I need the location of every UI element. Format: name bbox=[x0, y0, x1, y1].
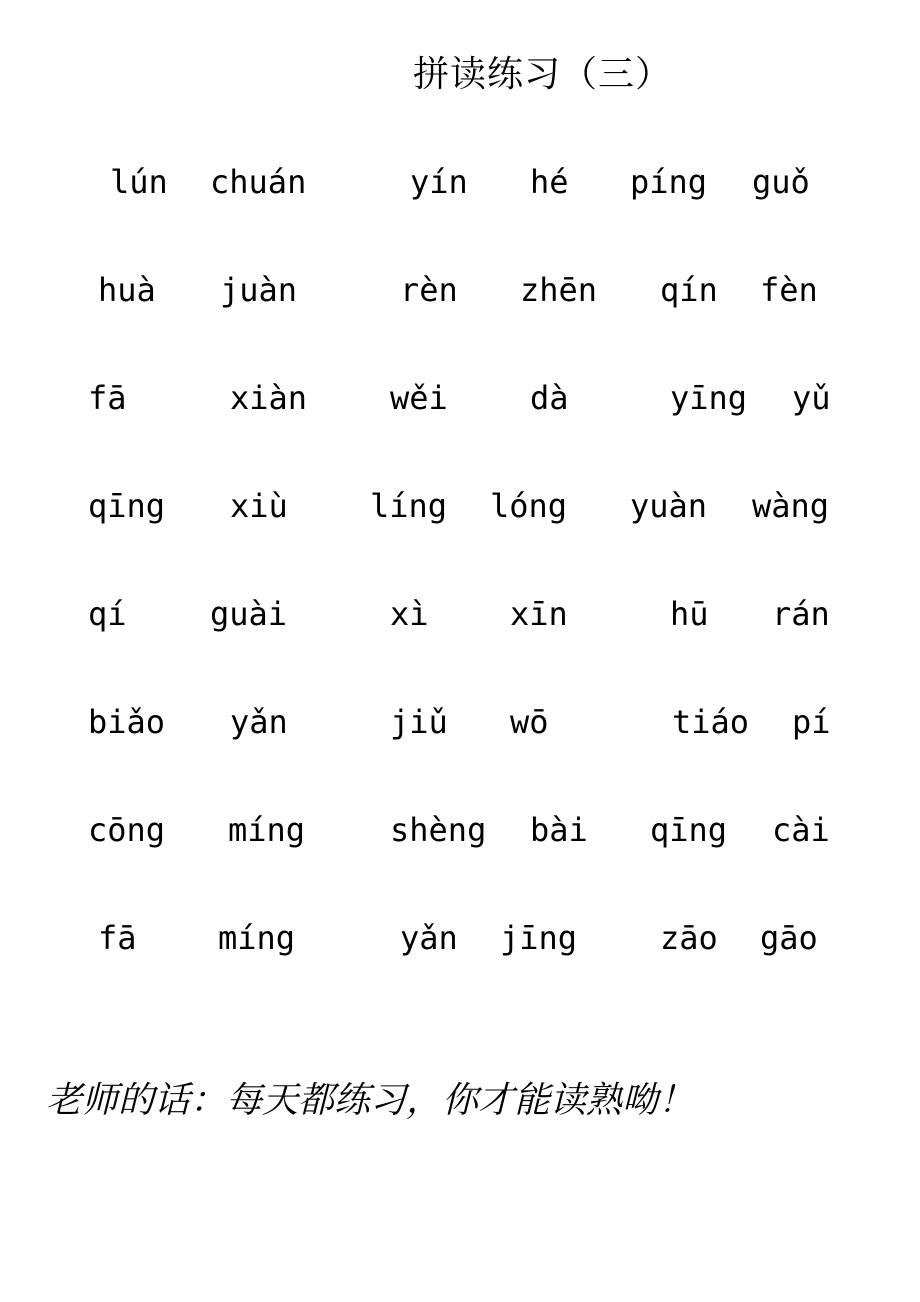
pinyin-syllable: wō bbox=[510, 703, 549, 741]
pinyin-syllable: chuán bbox=[210, 163, 307, 201]
pinyin-syllable: xiàn bbox=[230, 379, 308, 417]
pinyin-syllable: qīng bbox=[88, 487, 166, 525]
pinyin-row bbox=[0, 152, 920, 212]
pinyin-syllable: wěi bbox=[390, 379, 448, 417]
pinyin-syllable: píng bbox=[630, 163, 708, 201]
pinyin-syllable: zāo bbox=[660, 919, 718, 957]
pinyin-syllable: shèng bbox=[390, 811, 487, 849]
pinyin-syllable: qīng bbox=[650, 811, 728, 849]
pinyin-row bbox=[0, 584, 920, 644]
pinyin-syllable: lóng bbox=[490, 487, 568, 525]
pinyin-syllable: yǎn bbox=[400, 919, 458, 957]
pinyin-row bbox=[0, 692, 920, 752]
pinyin-syllable: hé bbox=[530, 163, 569, 201]
pinyin-syllable: fā bbox=[98, 919, 137, 957]
pinyin-syllable: hū bbox=[670, 595, 709, 633]
page-title: 拼读练习（三） bbox=[412, 54, 672, 95]
pinyin-syllable: guài bbox=[210, 595, 288, 633]
pinyin-syllable: líng bbox=[370, 487, 448, 525]
pinyin-row bbox=[0, 908, 920, 968]
pinyin-row bbox=[0, 260, 920, 320]
pinyin-syllable: yǔ bbox=[792, 379, 831, 417]
pinyin-syllable: biǎo bbox=[88, 703, 166, 741]
pinyin-syllable: jīng bbox=[500, 919, 578, 957]
pinyin-syllable: zhēn bbox=[520, 271, 598, 309]
pinyin-row bbox=[0, 368, 920, 428]
pinyin-syllable: míng bbox=[228, 811, 306, 849]
pinyin-syllable: yīng bbox=[670, 379, 748, 417]
pinyin-syllable: fèn bbox=[760, 271, 818, 309]
pinyin-syllable: yǎn bbox=[230, 703, 288, 741]
pinyin-syllable: xīn bbox=[510, 595, 568, 633]
pinyin-syllable: lún bbox=[110, 163, 168, 201]
pinyin-syllable: cōng bbox=[88, 811, 166, 849]
pinyin-row bbox=[0, 800, 920, 860]
pinyin-syllable: guǒ bbox=[752, 163, 810, 201]
pinyin-syllable: yín bbox=[410, 163, 468, 201]
pinyin-syllable: rèn bbox=[400, 271, 458, 309]
pinyin-syllable: tiáo bbox=[672, 703, 750, 741]
pinyin-syllable: gāo bbox=[760, 919, 818, 957]
pinyin-row bbox=[0, 476, 920, 536]
teacher-note: 老师的话：每天都练习，你才能读熟呦！ bbox=[46, 1080, 695, 1121]
pinyin-syllable: qí bbox=[88, 595, 127, 633]
pinyin-syllable: wàng bbox=[752, 487, 830, 525]
pinyin-syllable: bài bbox=[530, 811, 588, 849]
pinyin-syllable: xiù bbox=[230, 487, 288, 525]
pinyin-syllable: cài bbox=[772, 811, 830, 849]
pinyin-syllable: xì bbox=[390, 595, 429, 633]
pinyin-syllable: fā bbox=[88, 379, 127, 417]
pinyin-syllable: pí bbox=[792, 703, 831, 741]
pinyin-syllable: juàn bbox=[220, 271, 298, 309]
pinyin-syllable: míng bbox=[218, 919, 296, 957]
pinyin-syllable: qín bbox=[660, 271, 718, 309]
pinyin-syllable: yuàn bbox=[630, 487, 708, 525]
pinyin-syllable: huà bbox=[98, 271, 156, 309]
pinyin-syllable: jiǔ bbox=[390, 703, 448, 741]
pinyin-syllable: rán bbox=[772, 595, 830, 633]
pinyin-syllable: dà bbox=[530, 379, 569, 417]
